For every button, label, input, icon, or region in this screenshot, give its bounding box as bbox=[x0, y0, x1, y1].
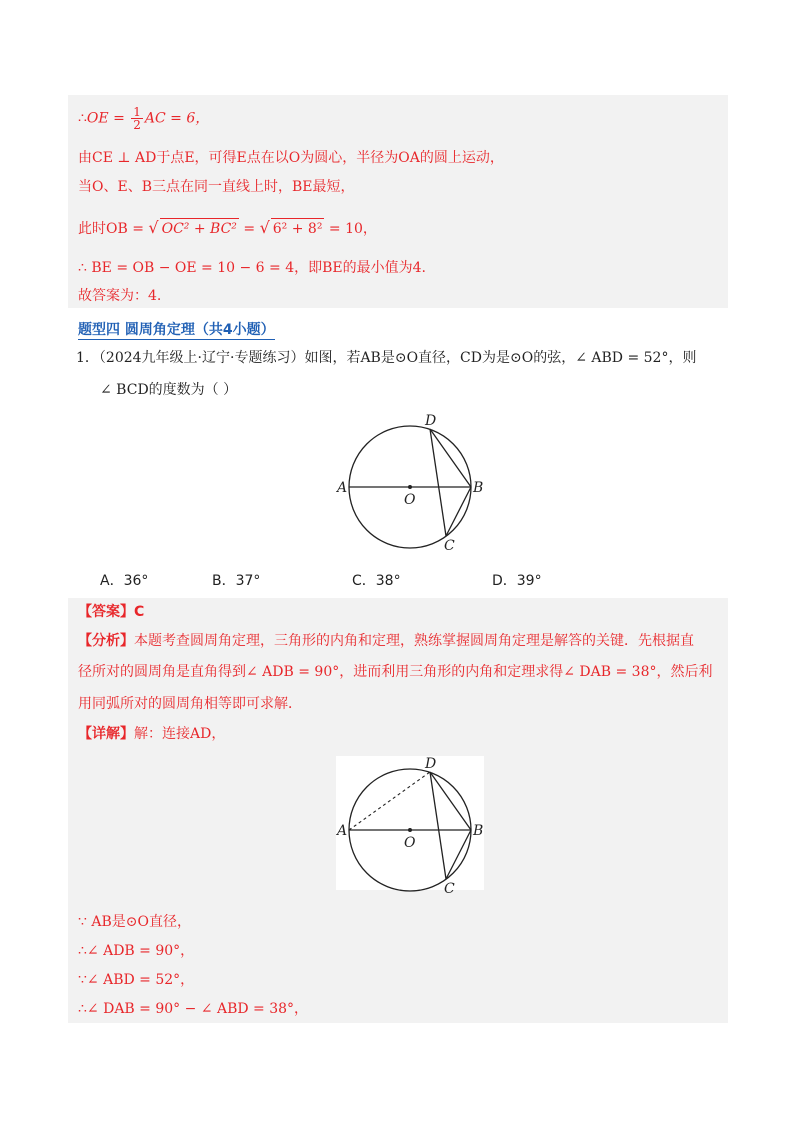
option-c[interactable]: C．38° bbox=[352, 573, 401, 589]
figure-1 bbox=[320, 405, 500, 555]
analysis-line-2: 径所对的圆周角是直角得到∠ ADB = 90°，进而利用三角形的内角和定理求得∠ DAB = 38°，然后利 bbox=[78, 664, 713, 680]
dashed-ad bbox=[349, 772, 430, 830]
detail-line bbox=[78, 724, 225, 744]
math-rest: AC = 6， bbox=[144, 110, 210, 127]
text: 此时OB = bbox=[78, 221, 149, 237]
label-d: D bbox=[425, 756, 437, 772]
section-title: 题型四 圆周角定理（共4小题） bbox=[78, 319, 275, 340]
therefore-sign: ∴ bbox=[78, 110, 87, 127]
analysis-line-3: 用同弧所对的圆周角相等即可求解． bbox=[78, 696, 302, 712]
sqrt-1: OC² + BC² bbox=[160, 218, 239, 239]
option-a[interactable]: A．36° bbox=[100, 573, 149, 589]
denominator: 2 bbox=[133, 118, 141, 132]
detail-text: 解：连接AD， bbox=[134, 726, 226, 742]
label-a: A bbox=[337, 823, 348, 839]
equals: = bbox=[238, 221, 260, 237]
label-b: B bbox=[473, 823, 484, 839]
step-4: ∴∠ DAB = 90° − ∠ ABD = 38°， bbox=[78, 1001, 309, 1017]
detail-tag: 【详解】 bbox=[78, 726, 134, 742]
text: = 10， bbox=[324, 221, 377, 237]
label-c: C bbox=[444, 538, 455, 554]
analysis-line-1 bbox=[78, 631, 694, 651]
question-line-1 bbox=[76, 348, 696, 368]
chord-dc bbox=[430, 429, 446, 536]
option-b[interactable]: B．37° bbox=[212, 573, 261, 589]
question-text: （2024九年级上·辽宁·专题练习）如图，若AB是⊙O直径，CD为是⊙O的弦，∠ ABD = 52°，则 bbox=[98, 350, 697, 366]
option-d[interactable]: D．39° bbox=[492, 573, 542, 589]
prev-line-3: 当O、E、B三点在同一直线上时，BE最短， bbox=[78, 179, 355, 195]
figure-2 bbox=[320, 748, 500, 898]
answer-value: C bbox=[134, 604, 145, 620]
prev-line-1 bbox=[78, 106, 209, 131]
step-2: ∴∠ ADB = 90°， bbox=[78, 943, 195, 959]
chord-db bbox=[430, 772, 471, 830]
label-a: A bbox=[337, 480, 348, 496]
numerator: 1 bbox=[133, 105, 141, 119]
label-d: D bbox=[425, 413, 437, 429]
chord-cb bbox=[446, 830, 471, 879]
label-o: O bbox=[404, 835, 416, 851]
prev-line-2: 由CE ⊥ AD于点E，可得E点在以O为圆心，半径为OA的圆上运动， bbox=[78, 150, 504, 166]
analysis-text: 本题考查圆周角定理，三角形的内角和定理，熟练掌握圆周角定理是解答的关键．先根据直 bbox=[134, 633, 694, 649]
answer-tag: 【答案】 bbox=[78, 604, 134, 620]
step-1: ∵ AB是⊙O直径， bbox=[78, 914, 191, 930]
math-oe: OE bbox=[86, 110, 109, 127]
radical-icon: √ bbox=[148, 218, 159, 237]
label-c: C bbox=[444, 881, 455, 897]
equals: = bbox=[108, 110, 130, 127]
chord-cb bbox=[446, 487, 471, 536]
sqrt-2: 6² + 8² bbox=[271, 218, 325, 239]
chord-db bbox=[430, 429, 471, 487]
radical-icon: √ bbox=[259, 218, 270, 237]
question-number: 1． bbox=[76, 350, 99, 366]
question-line-2: ∠ BCD的度数为（ ） bbox=[100, 382, 238, 398]
analysis-tag: 【分析】 bbox=[78, 633, 134, 649]
center-point bbox=[408, 828, 412, 832]
prev-line-6: 故答案为：4. bbox=[78, 288, 162, 304]
chord-dc bbox=[430, 772, 446, 879]
center-point bbox=[408, 485, 412, 489]
label-b: B bbox=[473, 480, 484, 496]
prev-line-5: ∴ BE = OB − OE = 10 − 6 = 4，即BE的最小值为4. bbox=[78, 260, 426, 276]
fraction bbox=[131, 106, 143, 131]
step-3: ∵∠ ABD = 52°， bbox=[78, 972, 195, 988]
prev-line-4 bbox=[78, 218, 377, 239]
answer-line bbox=[78, 602, 144, 622]
label-o: O bbox=[404, 492, 416, 508]
